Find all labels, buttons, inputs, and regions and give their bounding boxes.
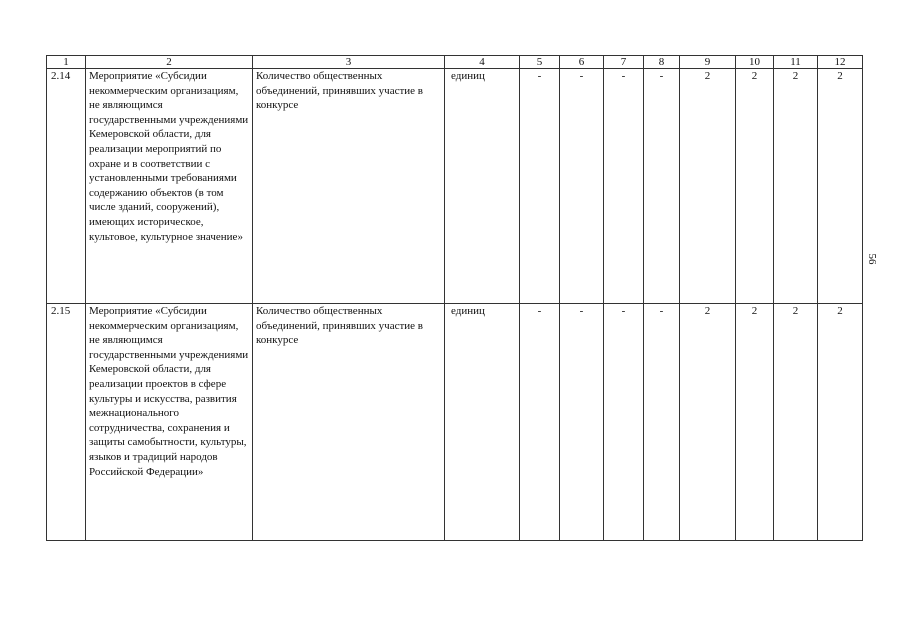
value-cell: 2	[818, 69, 863, 304]
value-cell: 2	[818, 304, 863, 541]
column-header: 7	[604, 56, 644, 69]
value-cell: 2	[736, 69, 774, 304]
column-header: 5	[520, 56, 560, 69]
indicator-name: Количество общественных объединений, принявших участие в конкурсе	[253, 304, 445, 541]
value-cell: -	[520, 69, 560, 304]
column-header: 11	[774, 56, 818, 69]
event-description: Мероприятие «Субсидии некоммерческим организациям, не являющимся государственными учреждениями Кемеровской области, для реализации проектов в сфере культуры и искусства, развития межнационального сотрудничества, сохранения и защиты самобытности, культуры, языков и традиций народов Российской Федерации»	[86, 304, 253, 541]
table-row	[47, 304, 863, 541]
table-row	[47, 69, 863, 304]
header-row	[47, 56, 863, 69]
value-cell: 2	[736, 304, 774, 541]
value-cell: -	[644, 69, 680, 304]
unit-of-measure: единиц	[445, 69, 520, 304]
value-cell: 2	[680, 304, 736, 541]
value-cell: -	[560, 304, 604, 541]
value-cell: -	[560, 69, 604, 304]
column-header: 8	[644, 56, 680, 69]
value-cell: -	[520, 304, 560, 541]
value-cell: 2	[774, 69, 818, 304]
column-header: 1	[47, 56, 86, 69]
indicators-table	[46, 55, 863, 541]
column-header: 6	[560, 56, 604, 69]
value-cell: -	[644, 304, 680, 541]
value-cell: -	[604, 304, 644, 541]
value-cell: 2	[774, 304, 818, 541]
unit-of-measure: единиц	[445, 304, 520, 541]
value-cell: -	[604, 69, 644, 304]
column-header: 9	[680, 56, 736, 69]
column-header: 3	[253, 56, 445, 69]
row-number: 2.15	[47, 304, 86, 541]
column-header: 4	[445, 56, 520, 69]
event-description: Мероприятие «Субсидии некоммерческим организациям, не являющимся государственными учреждениями Кемеровской области, для реализации мероприятий по охране и в соответствии с установленными требованиями содержанию объектов (в том числе зданий, сооружений), имеющих историческое, культовое, культурное значение»	[86, 69, 253, 304]
column-header: 10	[736, 56, 774, 69]
indicator-name: Количество общественных объединений, принявших участие в конкурсе	[253, 69, 445, 304]
page-number: 56	[866, 253, 878, 265]
column-header: 2	[86, 56, 253, 69]
value-cell: 2	[680, 69, 736, 304]
row-number: 2.14	[47, 69, 86, 304]
column-header: 12	[818, 56, 863, 69]
